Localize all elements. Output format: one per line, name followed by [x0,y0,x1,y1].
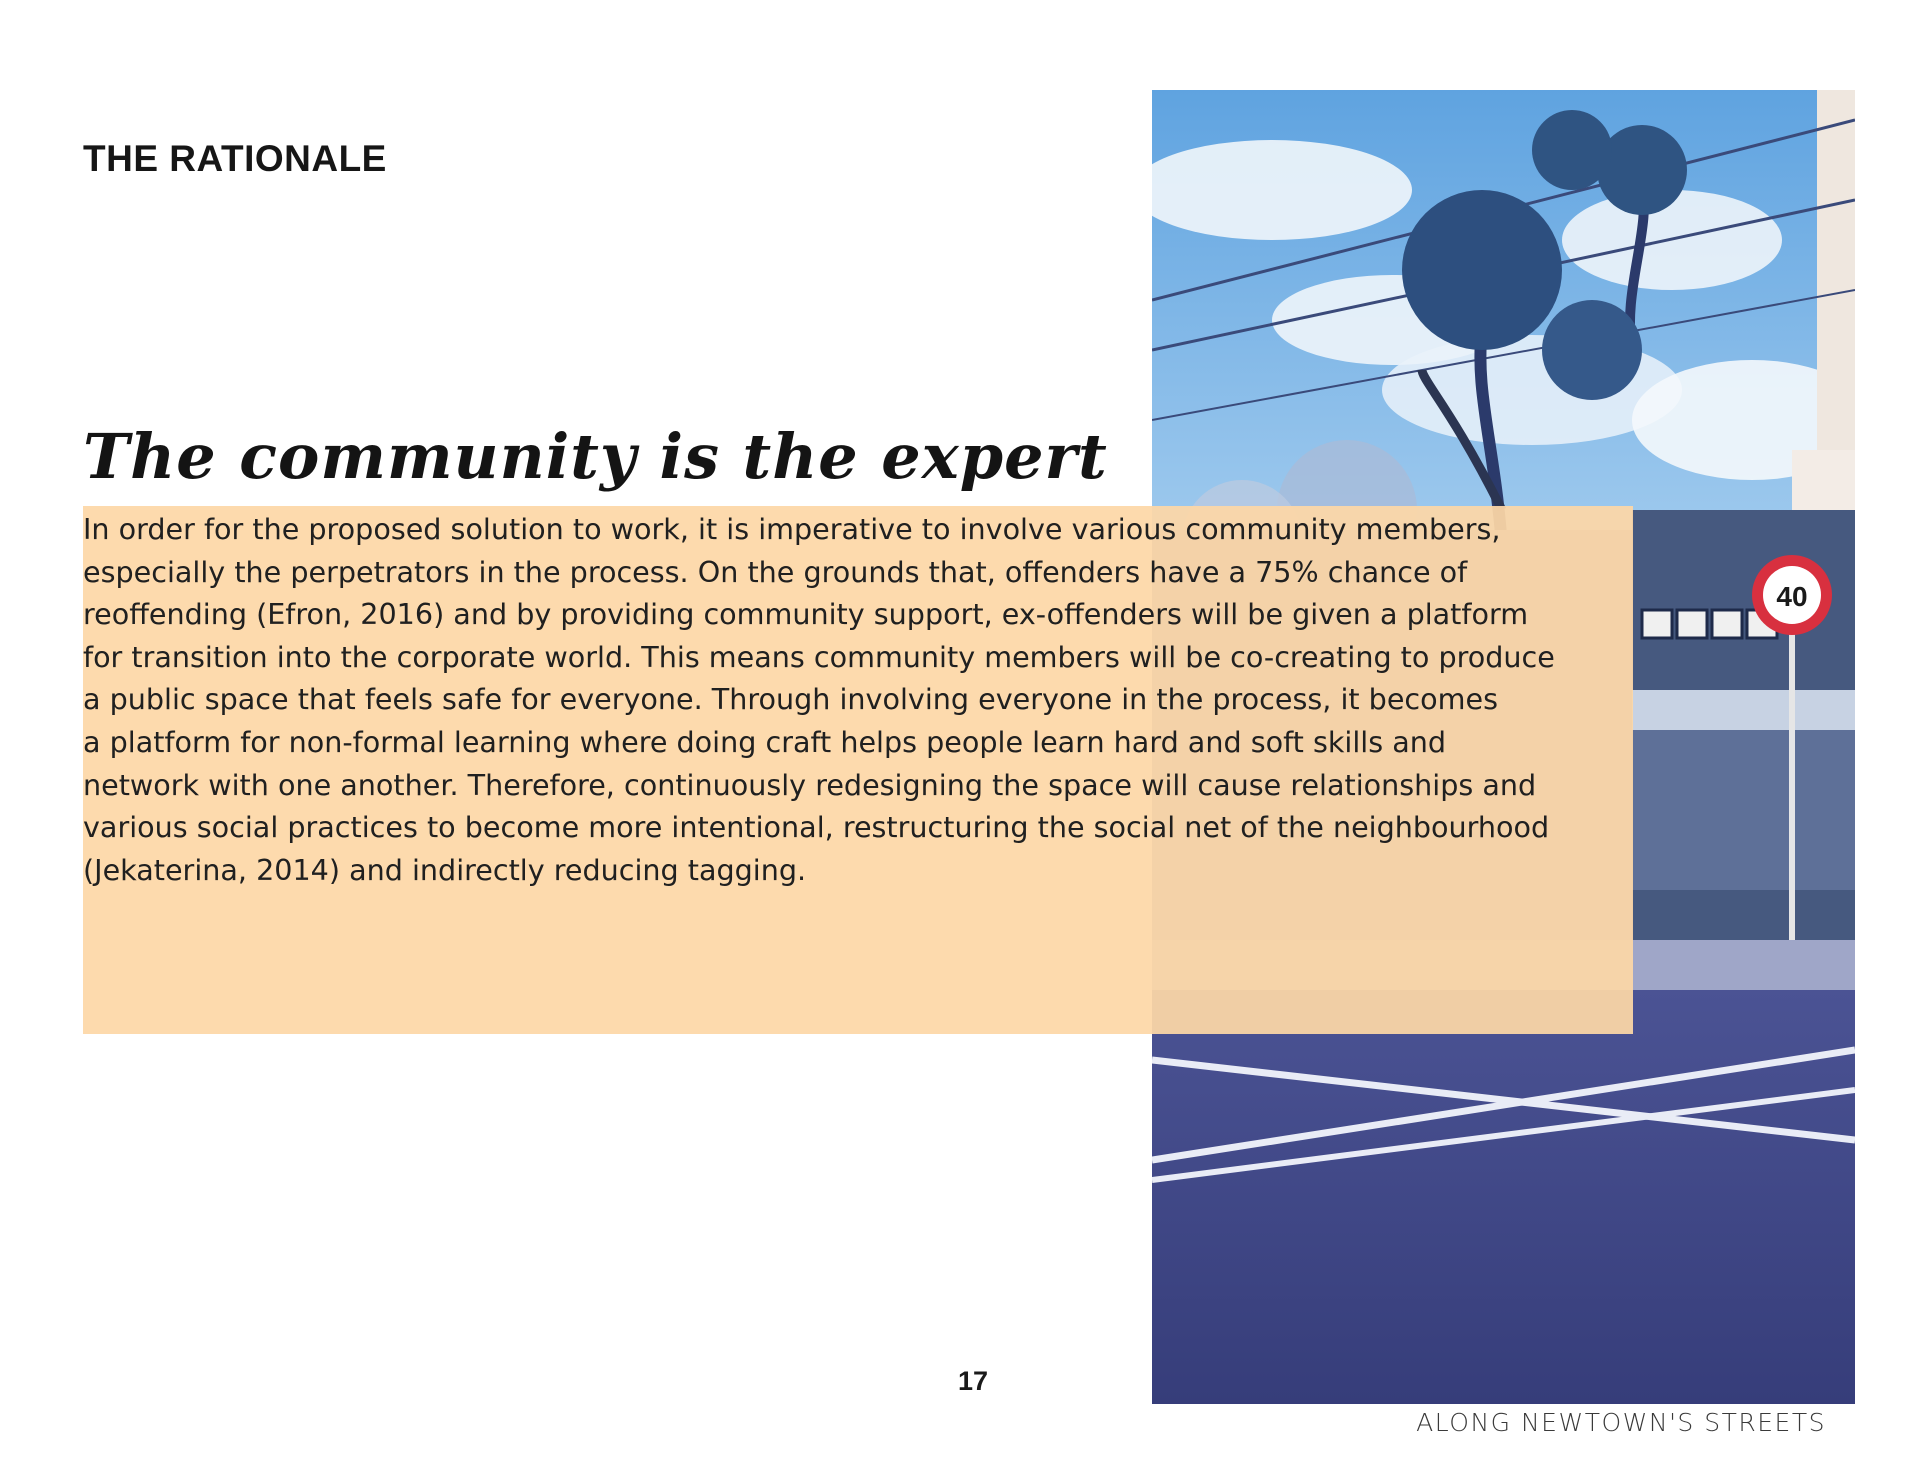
photo-caption: ALONG NEWTOWN'S STREETS [1416,1408,1826,1437]
body-line: (Jekaterina, 2014) and indirectly reducing tagging. [83,852,807,887]
body-line: various social practices to become more intentional, restructuring the social net of the neighbourhood [83,810,1550,845]
section-heading: THE RATIONALE [83,138,387,179]
body-line: a public space that feels safe for everyone. Through involving everyone in the process, it becomes [83,682,1498,717]
body-line: a platform for non-formal learning where doing craft helps people learn hard and soft skills and [83,724,1447,759]
body-paragraph [83,508,1643,891]
page-number: 17 [958,1366,989,1396]
page-title: The community is the expert [83,420,1108,493]
body-line: especially the perpetrators in the process. On the grounds that, offenders have a 75% chance of [83,554,1468,589]
body-line: In order for the proposed solution to work, it is imperative to involve various community members, [83,512,1501,546]
speed-sign-text: 40 [1776,581,1808,612]
body-line: for transition into the corporate world. This means community members will be co-creating to produce [83,639,1555,674]
body-line: reoffending (Efron, 2016) and by providing community support, ex-offenders will be given a platform [83,597,1529,632]
body-line: network with one another. Therefore, continuously redesigning the space will cause relationships and [83,767,1537,802]
